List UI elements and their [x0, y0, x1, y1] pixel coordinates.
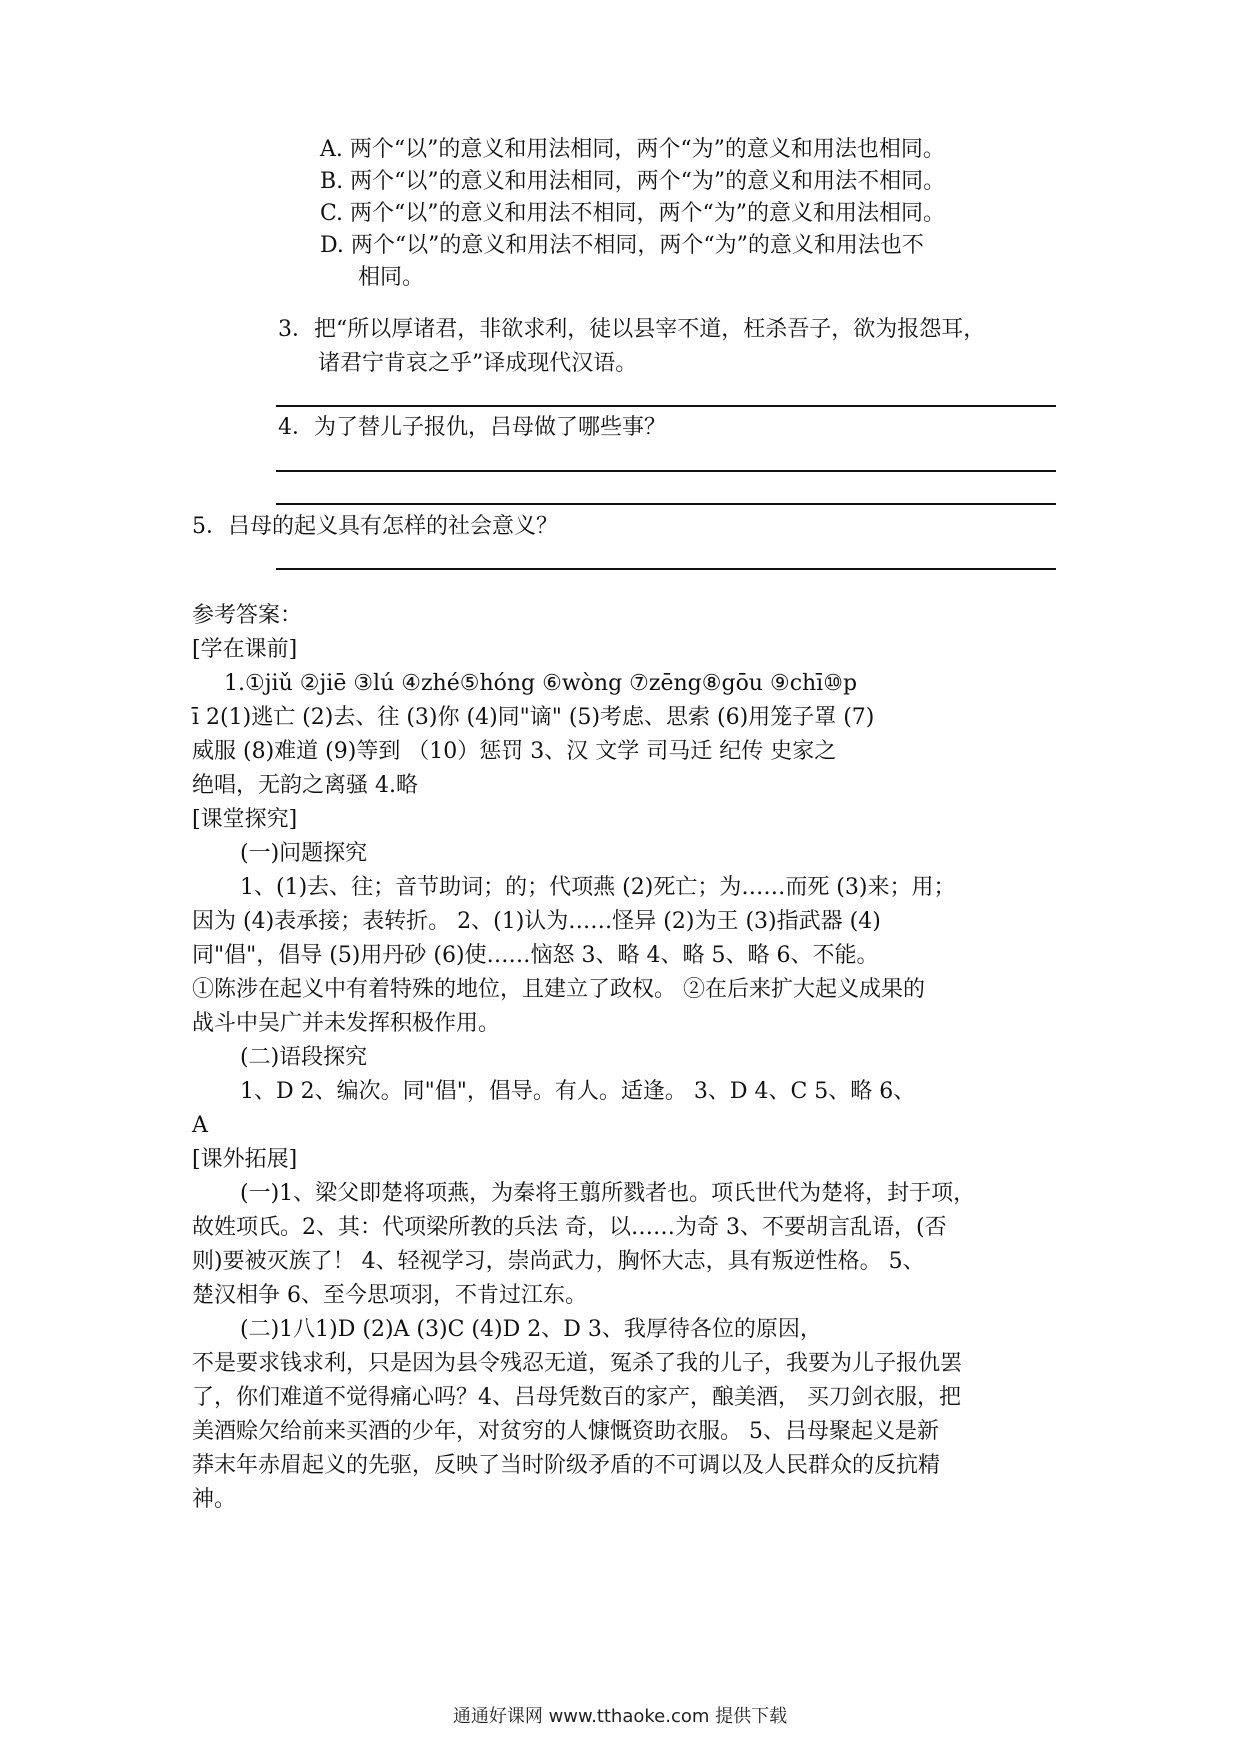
answer-line — [276, 405, 1056, 407]
subsection-heading: (一)问题探究 — [240, 841, 368, 866]
answer-line-text: 则)要被灭族了！ 4、轻视学习，崇尚武力，胸怀大志，具有叛逆性格。 5、 — [192, 1249, 925, 1274]
answer-line — [276, 503, 1056, 505]
answer-line-text: ī 2(1)逃亡 (2)去、往 (3)你 (4)同"谪" (5)考虑、思索 (6)用笼子罩 (7) — [192, 705, 875, 730]
page-footer: 通通好课网 www.tthaoke.com 提供下载 — [452, 1706, 788, 1727]
answer-line-text: 不是要求钱求利，只是因为县令残忍无道，冤杀了我的儿子，我要为儿子报仇罢 — [192, 1351, 963, 1376]
answer-line-text: 楚汉相争 6、至今思项羽，不肯过江东。 — [192, 1283, 587, 1308]
answer-line — [276, 568, 1056, 570]
answer-line-text: 同"倡"，倡导 (5)用丹砂 (6)使……恼怒 3、略 4、略 5、略 6、不能。 — [192, 943, 879, 968]
section-heading-pre-class: [学在课前] — [192, 637, 298, 662]
answer-line-text: 莽末年赤眉起义的先驱，反映了当时阶级矛盾的不可调以及人民群众的反抗精 — [192, 1453, 941, 1478]
answers-heading: 参考答案： — [192, 603, 303, 628]
answer-line-text: 美酒赊欠给前来买酒的少年，对贫穷的人慷慨资助衣服。 5、吕母聚起义是新 — [192, 1419, 939, 1444]
section-heading-extension: [课外拓展] — [192, 1147, 298, 1172]
answer-line-text: 神。 — [192, 1487, 237, 1512]
question-3-line-2: 诸君宁肯哀之乎”译成现代汉语。 — [318, 351, 638, 376]
answer-line-text: 1、D 2、编次。同"倡"，倡导。有人。适逢。 3、D 4、C 5、略 6、 — [240, 1079, 916, 1104]
answer-line-text: 绝唱，无韵之离骚 4.略 — [192, 773, 418, 798]
answer-line-text: 因为 (4)表承接；表转折。 2、(1)认为……怪异 (2)为王 (3)指武器 (4) — [192, 909, 881, 934]
answer-line-text: 了，你们难道不觉得痛心吗？4、吕母凭数百的家产，酿美酒， 买刀剑衣服，把 — [192, 1385, 961, 1410]
answer-line-text: A — [192, 1113, 208, 1138]
answer-line-text: (二)1八1)D (2)A (3)C (4)D 2、D 3、我厚待各位的原因， — [240, 1317, 822, 1342]
question-3-line-1: 3．把“所以厚诸君，非欲求利，徒以县宰不道，枉杀吾子，欲为报怨耳， — [278, 317, 986, 342]
answer-line-text: ①陈涉在起义中有着特殊的地位，且建立了政权。 ②在后来扩大起义成果的 — [192, 977, 925, 1002]
answer-line-text: 1.①jiǔ ②jiē ③lú ④zhé⑤hóng ⑥wòng ⑦zēng⑧gōu ⑨chī⑩p — [224, 671, 858, 696]
option-a: A. 两个“以”的意义和用法相同，两个“为”的意义和用法也相同。 — [320, 137, 945, 162]
question-4: 4．为了替儿子报仇，吕母做了哪些事？ — [278, 415, 666, 440]
answer-line-text: (一)1、梁父即楚将项燕，为秦将王翦所戮者也。项氏世代为楚将，封于项， — [240, 1181, 976, 1206]
option-d-continued: 相同。 — [358, 265, 425, 290]
question-5: 5．吕母的起义具有怎样的社会意义？ — [192, 514, 558, 539]
subsection-heading: (二)语段探究 — [240, 1045, 368, 1070]
answer-line — [276, 470, 1056, 472]
section-heading-in-class: [课堂探究] — [192, 807, 298, 832]
option-c: C. 两个“以”的意义和用法不相同，两个“为”的意义和用法相同。 — [320, 201, 946, 226]
answer-line-text: 1、(1)去、往；音节助词；的；代项燕 (2)死亡；为……而死 (3)来；用； — [240, 875, 956, 900]
answer-line-text: 战斗中吴广并未发挥积极作用。 — [192, 1011, 501, 1036]
option-b: B. 两个“以”的意义和用法相同，两个“为”的意义和用法不相同。 — [320, 169, 946, 194]
option-d: D. 两个“以”的意义和用法不相同，两个“为”的意义和用法也不 — [320, 233, 924, 258]
answer-line-text: 威服 (8)难道 (9)等到 （10）惩罚 3、汉 文学 司马迁 纪传 史家之 — [192, 739, 837, 764]
answer-line-text: 故姓项氏。2、其：代项梁所教的兵法 奇，以……为奇 3、不要胡言乱语，(否 — [192, 1215, 947, 1240]
